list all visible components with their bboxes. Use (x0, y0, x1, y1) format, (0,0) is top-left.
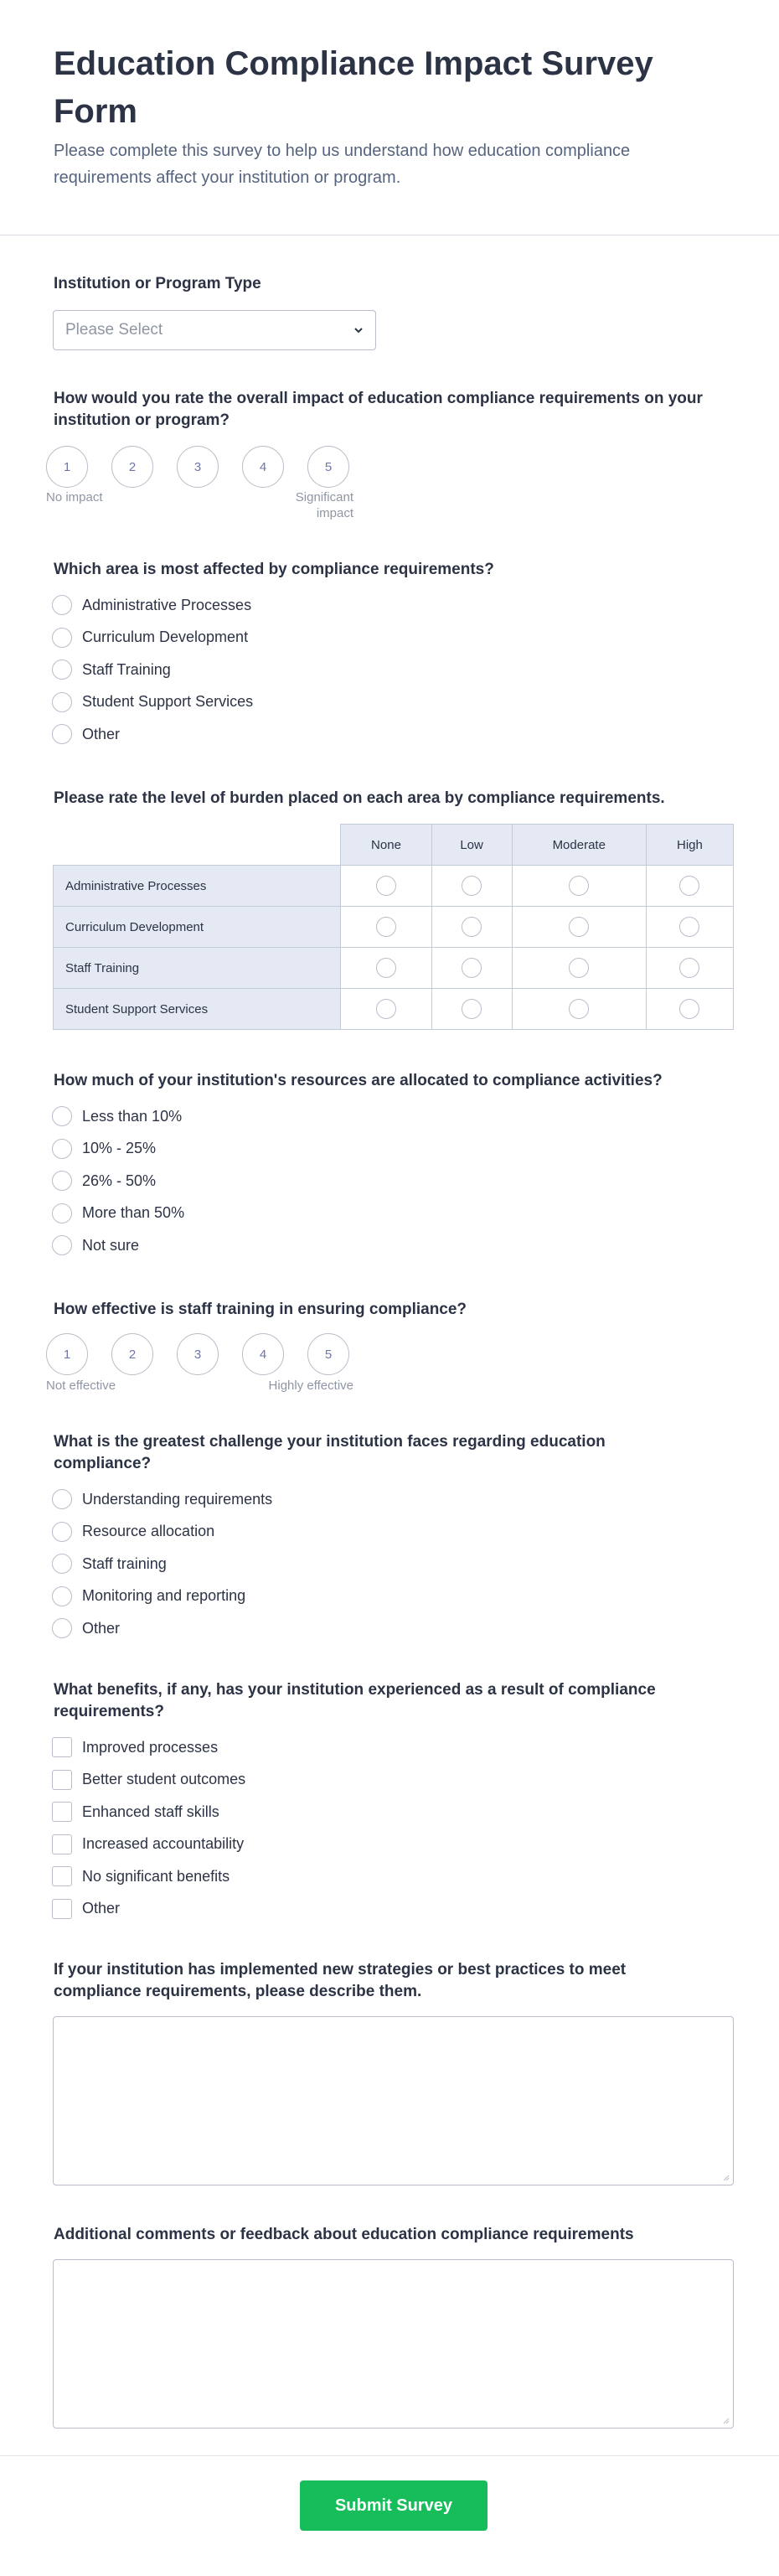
checkbox-option[interactable] (52, 1731, 245, 1764)
radio-option[interactable] (52, 1612, 272, 1645)
checkbox-option[interactable] (52, 1860, 245, 1893)
radio-button[interactable] (52, 660, 72, 680)
matrix-radio[interactable] (569, 876, 589, 896)
radio-option[interactable] (52, 1229, 184, 1262)
option-label: 10% - 25% (82, 1140, 157, 1157)
checkbox[interactable] (52, 1866, 72, 1886)
question-institution-type (54, 273, 734, 295)
radio-button[interactable] (52, 1618, 72, 1638)
question-label: Additional comments or feedback about education compliance requirements (54, 2226, 634, 2243)
option-label: Staff training (82, 1554, 167, 1572)
question-burden-matrix (54, 788, 734, 810)
option-label: Curriculum Development (82, 628, 249, 646)
burden-matrix-table (53, 824, 734, 1030)
question-label: What benefits, if any, has your institution experienced as a result of compliance requirements? (54, 1681, 656, 1720)
comments-textarea[interactable] (53, 2259, 734, 2429)
radio-button[interactable] (52, 1522, 72, 1542)
resize-grip-icon[interactable] (721, 2416, 730, 2424)
radio-button[interactable] (52, 692, 72, 712)
question-label: Institution or Program Type (54, 275, 261, 292)
chevron-down-icon (353, 325, 364, 335)
matrix-radio[interactable] (569, 999, 589, 1019)
question-label: How would you rate the overall impact of education compliance requirements on your institution or program? (54, 390, 703, 429)
scale-min-label: Not effective (46, 1379, 116, 1393)
matrix-column-header: High (646, 825, 733, 866)
matrix-row-label: Curriculum Development (54, 907, 341, 948)
form-description: Please complete this survey to help us understand how education compliance requirements affect your institution or program. (54, 142, 631, 187)
scale-min-label: No impact (46, 490, 103, 504)
radio-button[interactable] (52, 1106, 72, 1126)
option-label: Other (82, 1900, 121, 1917)
benefits-options (52, 1731, 245, 1925)
form-header (0, 0, 779, 235)
option-label: Resource allocation (82, 1523, 215, 1540)
radio-button[interactable] (52, 1586, 72, 1606)
question-label: Please rate the level of burden placed on each area by compliance requirements. (54, 789, 665, 807)
radio-option[interactable] (52, 1165, 184, 1197)
scale-option-4[interactable]: 4 (242, 446, 284, 488)
checkbox-option[interactable] (52, 1796, 245, 1829)
radio-option[interactable] (52, 589, 253, 622)
radio-option[interactable] (52, 718, 253, 751)
question-label: How much of your institution's resources are allocated to compliance activities? (54, 1072, 663, 1089)
checkbox[interactable] (52, 1737, 72, 1757)
radio-option[interactable] (52, 1197, 184, 1230)
scale-option-4[interactable]: 4 (242, 1333, 284, 1375)
matrix-corner (54, 825, 341, 866)
question-strategies (54, 1959, 690, 2003)
radio-option[interactable] (52, 654, 253, 686)
radio-button[interactable] (52, 628, 72, 648)
scale-option-1[interactable]: 1 (46, 1333, 88, 1375)
matrix-radio[interactable] (462, 958, 482, 978)
option-label: Student Support Services (82, 693, 254, 711)
resources-options (52, 1100, 184, 1262)
option-label: Administrative Processes (82, 596, 252, 613)
question-label: Which area is most affected by compliance requirements? (54, 561, 494, 578)
matrix-row-label: Administrative Processes (54, 866, 341, 907)
option-label: Staff Training (82, 660, 171, 678)
radio-option[interactable] (52, 1483, 272, 1516)
matrix-radio[interactable] (376, 999, 396, 1019)
matrix-radio[interactable] (376, 917, 396, 937)
institution-type-select[interactable] (53, 310, 376, 350)
scale-max-label: Significant impact (295, 490, 353, 520)
impact-scale (46, 446, 349, 488)
radio-option[interactable] (52, 1133, 184, 1166)
matrix-radio[interactable] (679, 999, 699, 1019)
option-label: Less than 10% (82, 1107, 183, 1125)
matrix-radio[interactable] (462, 876, 482, 896)
checkbox-option[interactable] (52, 1893, 245, 1926)
radio-option[interactable] (52, 1516, 272, 1549)
matrix-radio[interactable] (679, 917, 699, 937)
checkbox[interactable] (52, 1834, 72, 1854)
checkbox-option[interactable] (52, 1764, 245, 1797)
matrix-radio[interactable] (376, 876, 396, 896)
matrix-row-label: Student Support Services (54, 989, 341, 1030)
radio-button[interactable] (52, 1171, 72, 1191)
challenge-options (52, 1483, 272, 1645)
matrix-column-header: Low (431, 825, 512, 866)
option-label: Other (82, 1619, 121, 1637)
question-benefits (54, 1679, 690, 1723)
strategies-textarea[interactable] (53, 2016, 734, 2185)
matrix-column-header: Moderate (512, 825, 646, 866)
option-label: 26% - 50% (82, 1172, 157, 1189)
matrix-radio[interactable] (679, 876, 699, 896)
radio-button[interactable] (52, 1235, 72, 1255)
radio-option[interactable] (52, 1580, 272, 1613)
option-label: More than 50% (82, 1204, 185, 1222)
question-label: If your institution has implemented new strategies or best practices to meet compliance requirements, please describe them. (54, 1961, 627, 2000)
scale-option-2[interactable]: 2 (111, 1333, 153, 1375)
option-label: Enhanced staff skills (82, 1803, 219, 1820)
question-overall-impact (54, 388, 734, 432)
scale-option-5[interactable]: 5 (307, 1333, 349, 1375)
radio-option[interactable] (52, 1548, 272, 1580)
radio-button[interactable] (52, 1554, 72, 1574)
radio-button[interactable] (52, 724, 72, 744)
matrix-radio[interactable] (569, 958, 589, 978)
matrix-radio[interactable] (376, 958, 396, 978)
option-label: Understanding requirements (82, 1490, 273, 1508)
radio-option[interactable] (52, 1100, 184, 1133)
option-label: Better student outcomes (82, 1771, 246, 1788)
radio-button[interactable] (52, 595, 72, 615)
radio-option[interactable] (52, 622, 253, 654)
radio-button[interactable] (52, 1139, 72, 1159)
checkbox-option[interactable] (52, 1829, 245, 1861)
question-label: What is the greatest challenge your institution faces regarding education compliance? (54, 1433, 606, 1472)
option-label: Improved processes (82, 1738, 219, 1756)
question-resources-allocated (54, 1070, 734, 1092)
submit-button[interactable]: Submit Survey (300, 2480, 488, 2531)
resize-grip-icon[interactable] (721, 2173, 730, 2181)
question-training-effectiveness (54, 1299, 734, 1321)
option-label: Other (82, 725, 121, 742)
scale-option-3[interactable]: 3 (177, 446, 219, 488)
form-title: Education Compliance Impact Survey Form (54, 45, 653, 130)
radio-button[interactable] (52, 1489, 72, 1509)
question-most-affected-area (54, 559, 734, 581)
matrix-radio[interactable] (679, 958, 699, 978)
matrix-radio[interactable] (462, 999, 482, 1019)
radio-option[interactable] (52, 686, 253, 719)
question-additional-comments (54, 2224, 734, 2246)
checkbox[interactable] (52, 1770, 72, 1790)
option-label: Not sure (82, 1236, 140, 1254)
matrix-radio[interactable] (569, 917, 589, 937)
scale-option-2[interactable]: 2 (111, 446, 153, 488)
question-greatest-challenge (54, 1431, 690, 1475)
scale-option-1[interactable]: 1 (46, 446, 88, 488)
option-label: Increased accountability (82, 1835, 245, 1853)
select-placeholder: Please Select (65, 321, 163, 339)
scale-option-5[interactable]: 5 (307, 446, 349, 488)
matrix-radio[interactable] (462, 917, 482, 937)
matrix-column-header: None (341, 825, 431, 866)
checkbox[interactable] (52, 1802, 72, 1822)
matrix-row-label: Staff Training (54, 948, 341, 989)
radio-button[interactable] (52, 1203, 72, 1223)
checkbox[interactable] (52, 1899, 72, 1919)
option-label: No significant benefits (82, 1867, 230, 1885)
scale-max-label: Highly effective (268, 1379, 353, 1393)
effectiveness-scale (46, 1333, 349, 1375)
option-label: Monitoring and reporting (82, 1587, 246, 1605)
most-affected-options (52, 589, 253, 751)
question-label: How effective is staff training in ensuring compliance? (54, 1301, 467, 1318)
scale-option-3[interactable]: 3 (177, 1333, 219, 1375)
